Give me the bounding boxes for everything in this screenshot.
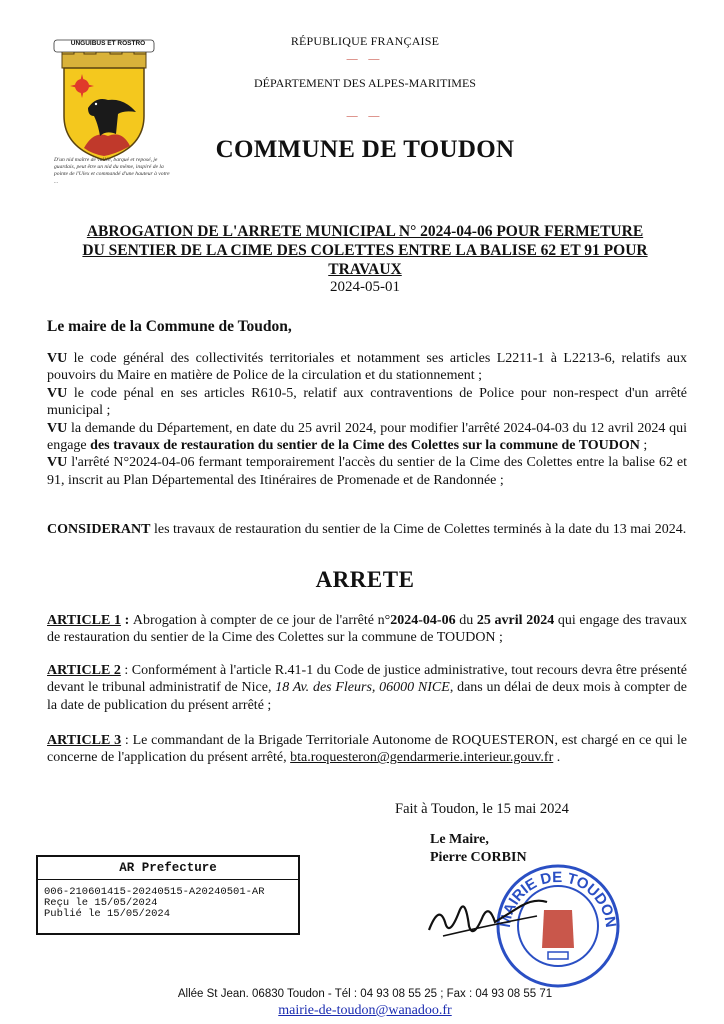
gendarmerie-email-link[interactable]: bta.roquesteron@gendarmerie.interieur.gouv.fr [290,750,554,766]
crest-banner-text: UNGUIBUS ET ROSTRO [70,40,146,47]
document-title [40,222,690,279]
vu-item [47,385,687,420]
vu-text: ; [639,438,648,454]
vu-item [47,454,687,489]
title-line-3: TRAVAUX [328,261,402,278]
departement-heading: DÉPARTEMENT DES ALPES-MARITIMES [254,76,476,90]
header-separator: — — [346,53,384,65]
article-separator: : [120,613,133,628]
commune-title: COMMUNE DE TOUDON [215,136,515,163]
handwritten-signature [425,882,555,952]
considerant-text: les travaux de restauration du sentier de la Cime de Colettes terminés à la date du 13 mai 2024. [150,522,687,537]
vu-bold-text: des travaux de restauration du sentier de la Cime des Colettes sur la commune de TOUDON [90,438,640,454]
vu-text: la demande du Département, en date du 25 avril 2024, pour modifier l'arrêté 2024-04-03 du 12 avril 2024 qui engage [47,420,687,454]
article-label: ARTICLE 2 [47,663,121,678]
ar-received-date: Reçu le 15/05/2024 [44,897,158,909]
vu-text: le code pénal en ses articles R610-5, relatif aux contraventions de Police pour non-respect d'un arrêté municipal ; [47,385,687,419]
vu-label: VU [47,385,68,401]
article-label: ARTICLE 1 [47,613,121,628]
article-3 [47,732,687,767]
ar-box-title: AR Prefecture [38,857,298,880]
ar-prefecture-box [36,855,300,935]
ar-published-date: Publié le 15/05/2024 [44,908,171,920]
mayor-role: Le Maire, [430,832,489,847]
republique-heading: RÉPUBLIQUE FRANÇAISE [290,34,440,48]
vu-section [47,350,687,489]
article-text: Le commandant de la Brigade Territoriale Autonome de ROQUESTERON, est chargé en ce qui le concerne de l'application du présent arrêté, [47,733,687,766]
footer-address: Allée St Jean. 06830 Toudon - Tél : 04 93 08 55 25 ; Fax : 04 93 08 55 71 [177,988,553,1000]
header-separator: — — [346,110,384,122]
article-text: , dans un délai de deux mois à compter de la date de publication du présent arrêté ; [47,680,687,713]
considerant-label: CONSIDERANT [47,522,151,537]
vu-item [47,420,687,455]
vu-text: le code général des collectivités territoriales et notamment ses articles L2211-1 à L2213-6, relatifs aux pouvoirs du Maire en matière de Police de la circulation et du stationnement ; [47,351,687,384]
considerant-paragraph [47,521,687,538]
vu-text: l'arrêté N°2024-04-06 fermant temporairement l'accès du sentier de la Cime des Colettes entre la balise 62 et 91, inscrit au Plan Départemental des Itinéraires de Promenade et de Randonnée ; [47,455,687,488]
article-bold: 2024-04-06 [390,613,456,628]
article-text: Abrogation à compter de ce jour de l'arrêté n° [132,613,391,628]
stamp-text: MAIRIE DE TOUDON [496,868,620,929]
crest-motto: D'un nid maître de vallée, barqué et reposé, je guardais, peut être un nid du même, inspiré de la pointe de l'Ulex et commandé d'une hauteur à votre ... [54,157,170,185]
article-text: du [455,613,477,628]
article-text: qui engage des travaux de restauration du sentier de la Cime des Colettes sur la commune de TOUDON ; [47,613,687,646]
article-text: . [553,750,561,766]
signature-place-date: Fait à Toudon, le 15 mai 2024 [395,801,569,817]
footer-email-link[interactable]: mairie-de-toudon@wanadoo.fr [278,1003,452,1018]
arrete-heading: ARRETE [315,567,415,592]
ar-reference: 006-210601415-20240515-A20240501-AR [44,886,265,898]
mayor-name: Pierre CORBIN [430,850,527,865]
intro-line: Le maire de la Commune de Toudon, [47,318,292,335]
article-1 [47,612,687,647]
vu-label: VU [47,351,68,366]
article-bold: 25 avril 2024 [476,613,555,628]
article-2 [47,662,687,714]
article-label: ARTICLE 3 [47,733,122,748]
article-separator: : [121,733,133,748]
article-text: Conformément à l'article R.41-1 du Code de justice administrative, tout recours devra être présenté devant le tribunal administratif de Nice, [47,663,687,696]
title-line-1: ABROGATION DE L'ARRETE MUNICIPAL N° 2024-04-06 POUR FERMETURE [86,223,644,240]
vu-label: VU [47,455,68,471]
article-separator: : [120,663,132,678]
vu-label: VU [47,420,68,436]
title-line-2: DU SENTIER DE LA CIME DES COLETTES ENTRE LA BALISE 62 ET 91 POUR [82,242,648,259]
tribunal-address: 18 Av. des Fleurs, 06000 NICE [275,680,450,696]
document-date: 2024-05-01 [330,279,400,295]
vu-item [47,350,687,385]
